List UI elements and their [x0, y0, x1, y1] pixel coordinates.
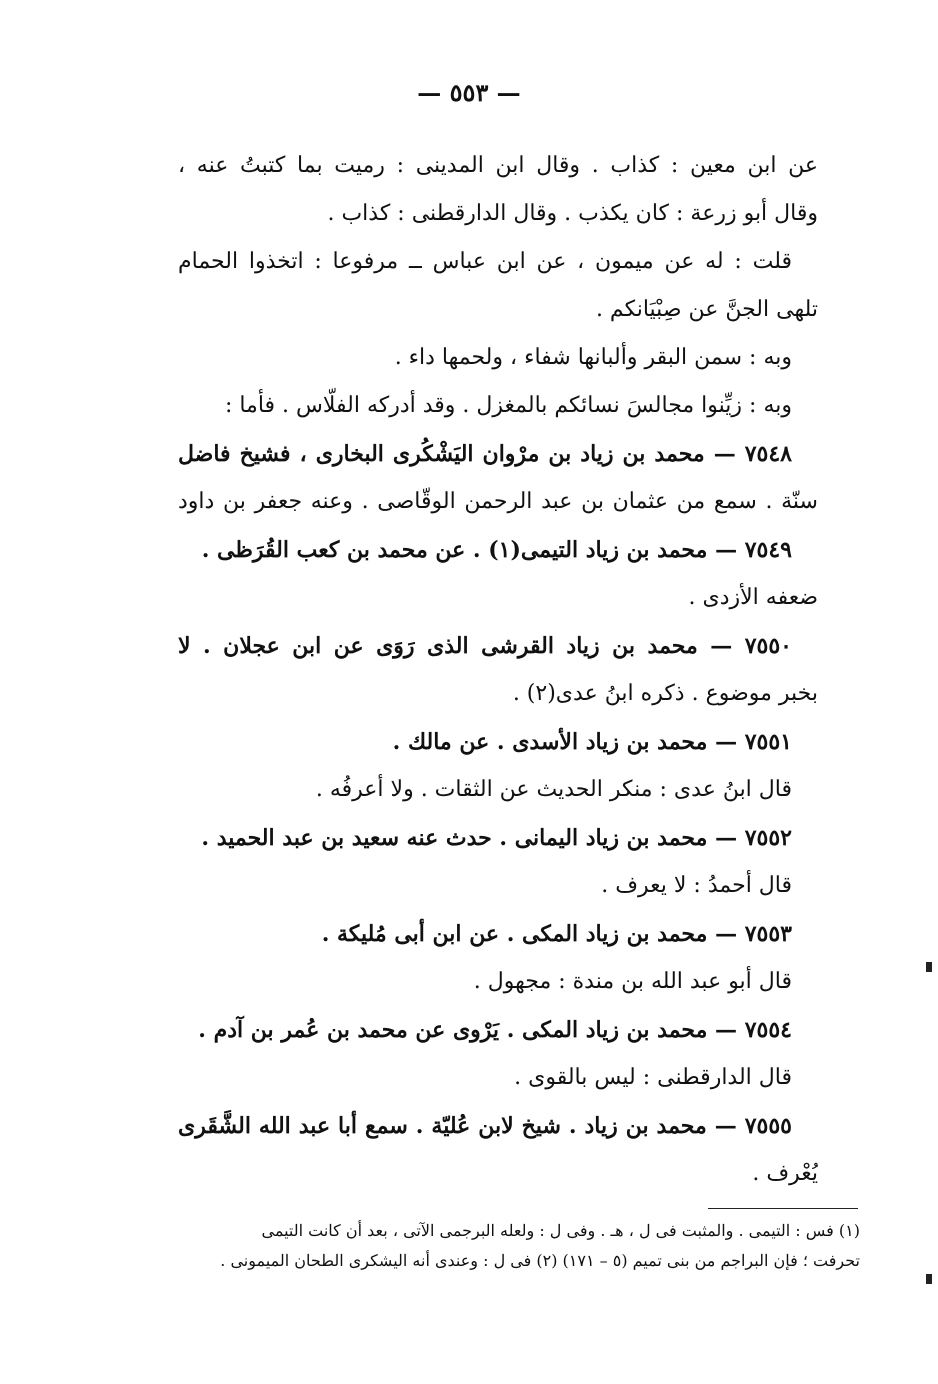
- text-line: قال أحمدُ : لا يعرف .: [601, 873, 792, 898]
- text-line: عن ابن معين : كذاب . وقال ابن المدينى : رميت بما كتبتُ عنه ،: [178, 153, 818, 178]
- main-text: [178, 142, 818, 1198]
- text-line: وبه : سمن البقر وألبانها شفاء ، ولحمها داء .: [394, 345, 792, 370]
- entry-7550: ٧٥٥٠ — محمد بن زياد القرشى الذى رَوَى عن ابن عجلان . لا: [178, 633, 792, 659]
- entry-7553: ٧٥٥٣ — محمد بن زياد المكى . عن ابن أبى مُليكة .: [321, 921, 792, 947]
- text-line: قال الدارقطنى : ليس بالقوى .: [514, 1065, 792, 1090]
- footnote-line: (١) فس : التيمى . والمثبت فى ل ، هـ . وفى ل : ولعله البرجمى الآتى ، بعد أن كانت التيمى: [261, 1221, 860, 1240]
- entry-7552: ٧٥٥٢ — محمد بن زياد اليمانى . حدث عنه سعيد بن عبد الحميد .: [201, 825, 792, 851]
- entry-7549: ٧٥٤٩ — محمد بن زياد التيمى(١) . عن محمد بن كعب القُرَظى .: [201, 537, 792, 563]
- text-line: وقال أبو زرعة : كان يكذب . وقال الدارقطنى : كذاب .: [327, 201, 818, 226]
- text-line: بخبر موضوع . ذكره ابنُ عدى(٢) .: [512, 681, 818, 706]
- entry-7555: ٧٥٥٥ — محمد بن زياد . شيخ لابن عُليّة . سمع أبا عبد الله الشَّقَرى: [178, 1113, 792, 1139]
- scan-mark: [926, 962, 932, 972]
- page-number: — ٥٥٣ —: [417, 78, 521, 107]
- text-line: قال أبو عبد الله بن مندة : مجهول .: [473, 969, 792, 994]
- entry-7551: ٧٥٥١ — محمد بن زياد الأسدى . عن مالك .: [392, 729, 792, 755]
- text-line: وبه : زيِّنوا مجالسَ نسائكم بالمغزل . وقد أدركه الفلّاس . فأما :: [224, 393, 792, 418]
- footnote-divider: [708, 1208, 858, 1209]
- text-line: قلت : له عن ميمون ، عن ابن عباس ــ مرفوعا : اتخذوا الحمام: [178, 249, 792, 274]
- entry-7554: ٧٥٥٤ — محمد بن زياد المكى . يَرْوى عن محمد بن عُمر بن آدم .: [198, 1017, 792, 1043]
- text-line: قال ابنُ عدى : منكر الحديث عن الثقات . ولا أعرفُه .: [315, 777, 792, 802]
- footnotes: [160, 1216, 860, 1276]
- text-line: سنّة . سمع من عثمان بن عبد الرحمن الوقّاصى . وعنه جعفر بن داود: [178, 489, 818, 514]
- text-line: يُعْرف .: [752, 1161, 818, 1186]
- text-line: ضعفه الأزدى .: [688, 585, 818, 610]
- scan-mark: [926, 1274, 932, 1284]
- text-line: تلهى الجنَّ عن صِبْيَانكم .: [595, 297, 818, 322]
- footnote-line: تحرفت ؛ فإن البراجم من بنى تميم (٥ – ١٧١) (٢) فى ل : وعندى أنه اليشكرى الطحان الميمونى .: [220, 1251, 860, 1270]
- entry-7548: ٧٥٤٨ — محمد بن زياد بن مرْوان اليَشْكُرى البخارى ، فشيخ فاضل: [178, 441, 792, 467]
